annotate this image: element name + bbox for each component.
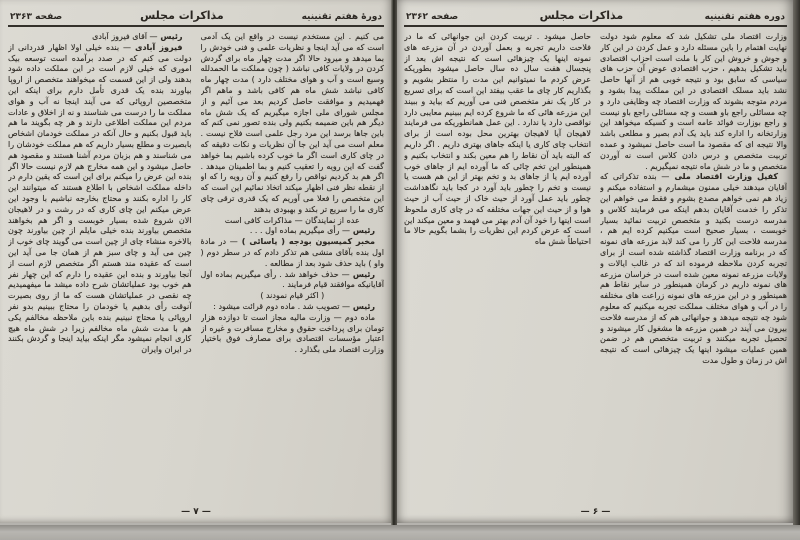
paragraph-text: — بنده خیلی اولا اظهار قدردانی از دولت می کنم که در صدد برآمده است توسعه بیک اموری که خیلی لازم است در این مملکت داده شود بدهند ولی از این قسمت که میخواهند متخصص از اروپا بیاورند بنده یک قدری تأمل دارم برای اینکه این متخصصین اروپائی که می آیند اینجا نه آب و هوای مملکت ما را درست می شناسند و نه از اخلاق و عادات مردم این مملکت اطلاعی دارند و هر چه بگویند ما هم باید قبول بکنیم و حال آنکه در مملکت خودمان اشخاص بابصیرت و مطلع بسیار داریم که هم مملکت خودشان را می شناسند و هم بزبان مردم آشنا هستند و مقصود هم حاصل میشود و این همه مخارج هم لازم نیست حالا اگر بنده این عرض را میکنم برای این است که یقین دارم در داخله مملکت اشخاص با اطلاع هستند که میتوانند این کار را اداره بکنند و محتاج بخارجه نباشیم با وجود این عرض میکنم این چای کاری که در رشت و در لاهیجان الان شروع شده بسیار خوبست و اگر هم بخواهند متخصص بیاورند بنده خیلی مایلم از چین بیاورند چون بالاخره منشاء چای از چین است می گویند چای خوب از چین می آید و چای سبز هم از همان جا می آید این است که عقیده مند هستم اگر متخصص لازم است از آنجا بیاورند و بنده این عقیده را دارم که این چهار نفر هم خوب بود عملیاتشان شرح داده میشد ما میفهمیدیم چه نقصی در عملیاتشان هست که ما از روی بصیرت آنوقت رأی بدهیم یا خودمان را محتاج ببینیم بدو نفر اروپائی یا محتاج نبینیم بنده باین ملاحظه مخالفم یکی هم با مدت شش ماه مخالفم زیرا در شش ماه هیچ کاری انجام نمیشود مگر اینکه بیاید اینجا و گردش بکنند در ایران وایران — [8, 42, 192, 355]
paragraph — [404, 32, 591, 248]
speaker-name: مخبر کمیسیون بودجه ( یاسائی ) — [237, 237, 375, 247]
book-gutter — [391, 0, 397, 527]
page-label: صفحه ۲۳۶۲ — [406, 12, 459, 22]
right-page-header — [404, 3, 787, 27]
page-title: مذاکرات مجلس — [539, 9, 624, 22]
text-column-left — [404, 32, 591, 506]
paragraph-text: — تصویب شد . ماده دوم قرائت میشود : — [213, 301, 351, 311]
speaker-name: رئیس — [349, 269, 375, 279]
right-page — [396, 0, 795, 523]
paragraph-text: می کنیم . این مستخدم نیست در واقع این یک آدمی است که می آید اینجا و نظریات علمی و فنی خودش را بما میدهد و میرود حالا اگر مدت چهار ماه برای گردش کردن در ولایات کافی نباشد ( چون مملکت ما الحمدلله وسیع است و آب و هوای مختلف دارد ) مدت چهار ماه کافی نباشد شش ماه هم کافی باشد و ماهم اگر فهمیدیم و موافقت حاصل کردیم بعد می آئیم و از مجلس شورای ملی اجازه میگیریم که یک شش ماه دیگر هم باین ضمیمه بکنیم ولی بنده تصور نمی کنم که باین جاها برسد این مرد رجل علمی است فلاح نیست . معلم است می آید این جا آن نظریات و نکات دقیقه که در چای کاری است اگر ما خوب کرده باشیم بما خواهد گفت که این رویه را تعقیب کنیم و بما اطمینان میدهد . اگر هم بد کردیم نواقص را رفع کنیم و آن رویه را که او از نقطه نظر فنی اظهار میکند اتخاذ نمائیم این است که این متخصص را فعلا می آوریم که یک قدری ترقی چای کاری ما را سریع تر بکند و بهبودی بدهند — [200, 32, 384, 214]
left-page-number: — ۷ — — [181, 507, 211, 517]
speaker-name: فیروز آبادی — [130, 42, 183, 52]
paragraph — [201, 270, 385, 292]
paragraph-text: — در مادهٔ اول بنده بآقای منشی هم تذکر دادم که در سطر دوم ( واو ) باید حذف شود بعد از مطالعه . — [200, 237, 384, 268]
paragraph-text: ماده دوم — وزارت مالیه مجاز است تا دوازده هزار تومان برای پرداخت حقوق و مخارج مسافرت و غیره از اعتبار مؤسسات اقتصادی برای مصارف فوق باختیار وزارت اقتصاد ملی بگذارد . — [200, 312, 384, 355]
paragraph-text: — حذف خواهد شد . رأی میگیریم بماده اول آقایانیکه موافقند قیام فرمایند . — [200, 269, 384, 290]
page-label: صفحه ۲۳۶۳ — [10, 12, 63, 22]
left-page-header — [8, 3, 384, 27]
scan-edge-right — [793, 0, 800, 531]
paragraph — [201, 32, 385, 216]
speaker-name: رئیس — [350, 301, 375, 311]
paragraph — [201, 237, 385, 269]
right-page-text-columns — [404, 32, 787, 506]
speaker-name: رئیس — [157, 32, 183, 41]
paragraph — [8, 32, 192, 43]
paragraph — [201, 302, 385, 313]
scanner-bed-bottom — [0, 525, 800, 540]
session-label: دورهٔ هفتم تقنینیه — [301, 12, 382, 22]
text-column-left — [8, 32, 192, 506]
paragraph-text: — بنده تذکراتی که آقایان میدهند خیلی ممنون میشمارم و استفاده میکنم و زیاد هم نمی خواهم مصدع بشوم و فقط می خواهم این تذکر را خدمت آقایان بدهم اینکه می فرمایند کلاس و مدرسه درست بکنید و متخصص تربیت نمائید بسیار خوبست ، بسیار صحیح است میکنیم کرده ایم هم ، مدرسه فلاحت این کار را می کند لابد مزرعه های نمونه که در برنامه وزارت اقتصاد گذاشته شده است از برای تجربه کردن ملاحظه فرموده اند که در غالب ایالات و ولایات مزرعه نمونه معین شده است در خراسان مزرعه های نمونه داریم در کرمان همینطور در سایر نقاط هم همینطور و در این مزرعه های نمونه زراعت های مختلفه را در آب و هوای مختلف مملکت تجربه میکنیم که معلوم شود چه نتیجه میدهد و جوانهائی هم که از مدرسه فلاحت بیرون می آیند در همین مزرعه ها مشغول کار میشوند و تحصیل تجربه میکنند و تربیت متخصص هم در ضمن همین عملیات میشود اینها یک چیزهائی است که نتیجه اش در زمان و طول مدت — [600, 172, 787, 365]
left-page — [0, 0, 392, 523]
paragraph-text: عده از نمایندگان — مذاکرات کافی است — [224, 215, 360, 225]
left-page-text-columns — [8, 32, 384, 506]
paragraph — [8, 43, 192, 356]
right-page-number: — ۶ — — [580, 507, 611, 517]
paragraph — [600, 32, 787, 172]
paragraph-text: وزارت اقتصاد ملی تشکیل شد که معلوم شود دولت نهایت اهتمام را باین مسئله دارد و عمل کردن در این کار و جوش و خروش این کار با ملت است احزاب اقتصادی باید تشکیل بدهیم ، حزب اقتصادی عوض آن حزب های سیاسی که سابق بود و نتیجه خوبی هم از آنها حاصل نشد باید مسلک اقتصادی در این مملکت پیدا بشود و مردم متوجه بشوند که وزارت اقتصاد چه وظایفی دارد و چه مسائلی راجع باو هست و چه مسائلی راجع باو نیست و راجع بوزارت فوائد عامه است و کسیکه میخواهد این وزارتخانه را اداره کند باید یک آدم بصیر و مطلعی باشد والا نتیجه ای که مقصود ما است حاصل نمیشود و عمده تربیت متخصص و درس دادن کلاس است نه آوردن متخصص و ما در شش ماه نتیجه نمیگیریم . — [600, 32, 787, 171]
paragraph-text: ( اکثر قیام نمودند ) — [260, 291, 325, 301]
paragraph — [201, 226, 385, 237]
text-column-right — [201, 32, 385, 506]
paragraph-text: — رأی میگیریم بماده اول . . . — [249, 226, 351, 236]
paragraph — [201, 313, 385, 356]
page-title: مذاکرات مجلس — [140, 9, 224, 22]
paragraph — [201, 291, 385, 302]
paragraph — [201, 216, 385, 227]
paragraph-text: حاصل میشود . تربیت کردن این جوانهائی که ما در فلاحت داریم تجربه و بعمل آوردن در آن مزرعه های نمونه اینها یک چیزهائی است که نتیجه اش بعد از پنجسال هفت سال ده سال حاصل میشود بطوریکه عرض کردم ما نمیتوانیم این مدت را منتظر بشویم و بگذاریم کار چای ما عقب بیفتد این است که برای تسریع در کار یک نفر متخصص فنی می آوریم که بیاید و ببیند این مزرعه هائی که ما شروع کرده ایم ببینیم معایبی دارد نواقصی دارد یا ندارد . این عمل همانطوریکه می فرمایند لاهیجان آیا لاهیجان بهترین محل بوده است از برای انتخاب چای کاری یا اینکه جاهای بهتری داریم . اگر داریم که البته باید آن نقاط را هم معین بکند و انتخاب بکنیم و همینطور این تخم چائی که ما آورده ایم از جاهای خوب آورده ایم یا از جاهای بد و تخم بهتر از این هم هست یا نیست و تخم را چطور باید آورد در کجا باید نگاهداشت چطور باید عمل آورد از حیث خاک از حیث آب از حیث هوا و از حیث این جهات مختلفه که در چای کاری ملحوظ است اینها را خود آن آدم بهتر می فهمد و معین میکند این است که عرض کردم این نظریات را بشما بگویم حالا ما احتیاطاً شش ماه — [404, 32, 591, 247]
paragraph — [600, 172, 787, 366]
speaker-name: کفیل وزارت اقتصاد ملی — [669, 172, 778, 182]
paragraph-text: — آقای فیروز آبادی — [92, 32, 158, 41]
session-label: دوره هفتم تقنینیه — [704, 12, 785, 22]
speaker-name: رئیس — [350, 226, 375, 236]
text-column-right — [600, 32, 787, 506]
